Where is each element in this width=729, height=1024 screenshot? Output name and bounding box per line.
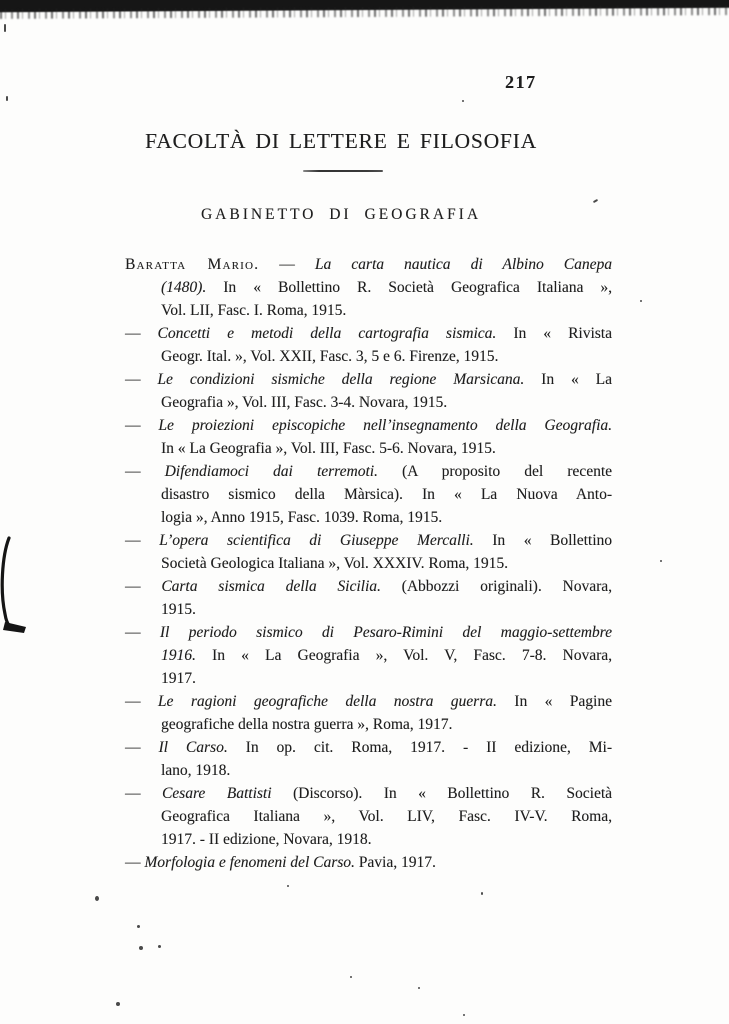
work-title: Morfologia e fenomeni del Carso. bbox=[144, 854, 355, 871]
work-title: Il periodo sismico di Pesaro-Rimini del maggio-settembre bbox=[159, 624, 613, 641]
work-title: Carta sismica della Sicilia. bbox=[161, 578, 381, 595]
entry-line bbox=[125, 276, 612, 299]
bibliography-entry bbox=[125, 529, 612, 575]
entry-text: In op. cit. Roma, 1917. - II edizione, Mi- bbox=[227, 739, 613, 756]
entry-text: — bbox=[125, 693, 158, 710]
entry-text: In « Bollettino bbox=[473, 532, 612, 549]
scan-speck bbox=[137, 925, 140, 928]
work-title: Cesare Battisti bbox=[161, 785, 272, 802]
entry-line bbox=[125, 805, 612, 828]
work-title: Il Carso. bbox=[158, 739, 228, 756]
entry-text: In « La Geografia », Vol. III, Fasc. 5-6. Novara, 1915. bbox=[161, 440, 496, 457]
entry-text: disastro sismico della Màrsica). In « La Nuova Anto- bbox=[161, 486, 612, 503]
entry-text: Vol. LII, Fasc. I. Roma, 1915. bbox=[161, 302, 347, 319]
entry-line bbox=[125, 299, 612, 322]
entry-line bbox=[125, 667, 612, 690]
entry-line bbox=[125, 345, 612, 368]
entry-line bbox=[125, 759, 612, 782]
bibliography-entry bbox=[125, 690, 612, 736]
entry-line bbox=[125, 368, 612, 391]
bibliography-entry bbox=[125, 253, 612, 322]
entry-text: In « Pagine bbox=[496, 693, 612, 710]
entry-line bbox=[125, 782, 612, 805]
entry-text: — bbox=[125, 417, 159, 434]
page-number: 217 bbox=[505, 72, 537, 92]
entry-text: In « Rivista bbox=[496, 325, 612, 342]
entry-text: In « La Geografia », Vol. V, Fasc. 7-8. Novara, bbox=[195, 647, 612, 664]
entry-line bbox=[125, 598, 612, 621]
bibliography-entry bbox=[125, 460, 612, 529]
scan-speck bbox=[95, 896, 99, 901]
scan-speck bbox=[287, 885, 289, 887]
scan-speck bbox=[139, 946, 143, 950]
scan-speck bbox=[481, 892, 483, 895]
entry-line bbox=[125, 713, 612, 736]
entry-text: Società Geologica Italiana », Vol. XXXIV. Roma, 1915. bbox=[161, 555, 508, 572]
title-divider bbox=[303, 170, 383, 172]
entry-line bbox=[125, 506, 612, 529]
entry-text: — bbox=[125, 371, 158, 388]
entry-text: Pavia, 1917. bbox=[354, 854, 436, 871]
work-title: Difendiamoci dai terremoti. bbox=[164, 463, 378, 480]
entry-text: Geografia », Vol. III, Fasc. 3-4. Novara, 1915. bbox=[161, 394, 448, 411]
bibliography-entry bbox=[125, 575, 612, 621]
entry-text: In « La bbox=[524, 371, 612, 388]
work-title: La carta nautica di Albino Canepa bbox=[314, 256, 613, 273]
scan-speck bbox=[463, 1014, 465, 1016]
entry-line bbox=[125, 575, 612, 598]
entry-text: — bbox=[125, 785, 162, 802]
entry-line bbox=[125, 690, 612, 713]
scan-speck bbox=[418, 987, 420, 989]
entry-line bbox=[125, 621, 612, 644]
entry-text: 1917. bbox=[161, 670, 196, 687]
entry-text: — bbox=[125, 854, 145, 871]
scan-speck bbox=[660, 560, 662, 562]
scan-speck bbox=[116, 1002, 120, 1006]
entry-line bbox=[125, 414, 612, 437]
entry-text: In « Bollettino R. Società Geografica Italiana », bbox=[206, 279, 612, 296]
entry-text: — bbox=[125, 624, 160, 641]
entry-line bbox=[125, 253, 612, 276]
bibliography-entry bbox=[125, 736, 612, 782]
work-title: Le proiezioni episcopiche nell’insegnamento della Geografia. bbox=[158, 417, 613, 434]
entry-line bbox=[125, 552, 612, 575]
entry-text: — bbox=[125, 532, 160, 549]
work-title: Concetti e metodi della cartografia sismica. bbox=[157, 325, 497, 342]
bibliography-entry bbox=[125, 368, 612, 414]
cabinet-title: GABINETTO DI GEOGRAFIA bbox=[200, 206, 482, 223]
entry-line bbox=[125, 437, 612, 460]
bibliography-entry bbox=[125, 322, 612, 368]
scan-speck bbox=[158, 945, 161, 948]
scan-speck bbox=[350, 976, 352, 978]
bibliography-entry bbox=[125, 782, 612, 851]
bibliography-entry bbox=[125, 851, 612, 874]
entry-line bbox=[125, 828, 612, 851]
entry-line bbox=[125, 460, 612, 483]
author-name: Baratta Mario. bbox=[125, 256, 260, 273]
entry-text: logia », Anno 1915, Fasc. 1039. Roma, 1915. bbox=[161, 509, 443, 526]
entry-line bbox=[125, 391, 612, 414]
work-title: L’opera scientifica di Giuseppe Mercalli. bbox=[159, 532, 474, 549]
bibliography-entry bbox=[125, 621, 612, 690]
work-title: 1916. bbox=[161, 647, 196, 664]
bibliography-entry bbox=[125, 414, 612, 460]
entry-line bbox=[125, 483, 612, 506]
scan-mark-artifact bbox=[0, 536, 34, 638]
scan-speck bbox=[640, 300, 642, 302]
entry-text: — bbox=[125, 463, 165, 480]
scan-speck bbox=[4, 24, 6, 32]
entry-text: — bbox=[125, 325, 158, 342]
entry-text: (Discorso). In « Bollettino R. Società bbox=[271, 785, 613, 802]
faculty-title: FACOLTÀ DI LETTERE E FILOSOFIA bbox=[145, 129, 537, 153]
entry-line bbox=[125, 736, 612, 759]
entry-text: geografiche della nostra guerra », Roma, 1917. bbox=[161, 716, 453, 733]
entry-line bbox=[125, 529, 612, 552]
entry-line bbox=[125, 851, 612, 874]
work-title: Le ragioni geografiche della nostra guerra. bbox=[157, 693, 497, 710]
bibliography-list bbox=[125, 253, 612, 874]
scan-speck bbox=[593, 199, 598, 203]
entry-text: Geogr. Ital. », Vol. XXII, Fasc. 3, 5 e 6. Firenze, 1915. bbox=[161, 348, 499, 365]
entry-text: 1915. bbox=[161, 601, 196, 618]
entry-text: — bbox=[125, 739, 159, 756]
entry-text: Geografica Italiana », Vol. LIV, Fasc. IV-V. Roma, bbox=[161, 808, 612, 825]
entry-line bbox=[125, 322, 612, 345]
entry-line bbox=[125, 644, 612, 667]
entry-text: 1917. - II edizione, Novara, 1918. bbox=[161, 831, 372, 848]
entry-text: — bbox=[259, 256, 315, 273]
entry-text: lano, 1918. bbox=[161, 762, 231, 779]
entry-text: (Abbozzi originali). Novara, bbox=[380, 578, 612, 595]
entry-text: — bbox=[125, 578, 162, 595]
scan-speck bbox=[6, 96, 8, 101]
scan-speck bbox=[462, 100, 464, 102]
work-title: (1480). bbox=[161, 279, 207, 296]
work-title: Le condizioni sismiche della regione Marsicana. bbox=[157, 371, 525, 388]
entry-text: (A proposito del recente bbox=[377, 463, 613, 480]
